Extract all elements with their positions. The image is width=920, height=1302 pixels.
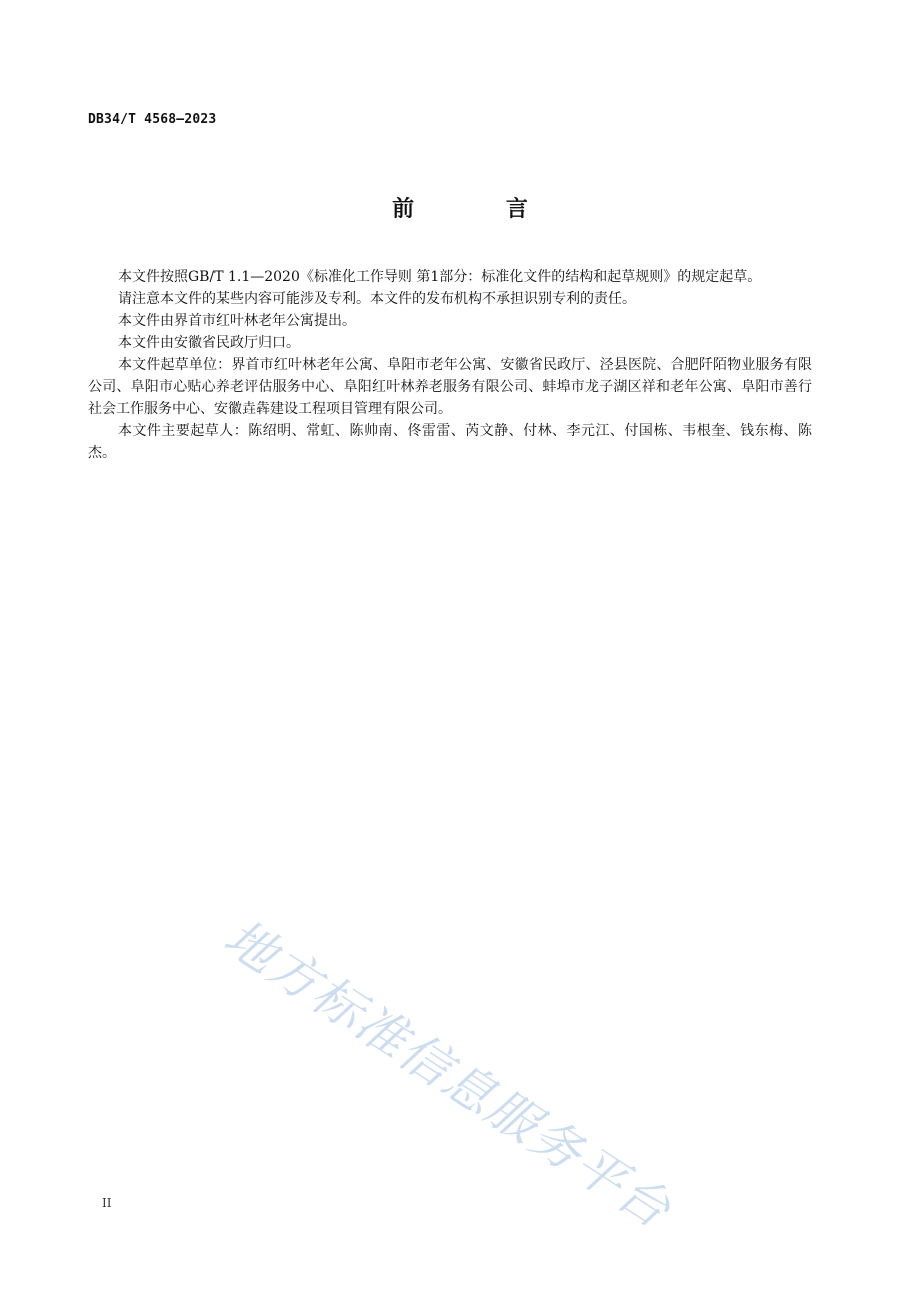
page-title: 前 言 [392, 197, 570, 222]
paragraph-proposer: 本文件由界首市红叶林老年公寓提出。 [118, 313, 356, 329]
page-number: II [102, 1196, 112, 1210]
paragraph-drafters: 本文件主要起草人：陈绍明、常虹、陈帅南、佟雷雷、芮文静、付林、李元江、付国栋、韦根奎、钱东梅、陈杰。 [88, 423, 812, 461]
foreword-body [88, 266, 812, 464]
paragraph-drafting-units: 本文件起草单位：界首市红叶林老年公寓、阜阳市老年公寓、安徽省民政厅、泾县医院、合肥阡陌物业服务有限公司、阜阳市心贴心养老评估服务中心、阜阳红叶林养老服务有限公司、蚌埠市龙子湖区祥和老年公寓、阜阳市善行社会工作服务中心、安徽垚犇建设工程项目管理有限公司。 [88, 357, 812, 417]
paragraph-patent-notice: 请注意本文件的某些内容可能涉及专利。本文件的发布机构不承担识别专利的责任。 [118, 291, 636, 307]
paragraph-administrator: 本文件由安徽省民政厅归口。 [118, 335, 300, 351]
watermark-text: 地方标准信息服务平台 [214, 908, 682, 1240]
document-code: DB34/T 4568—2023 [88, 112, 217, 127]
paragraph-drafting-rules: 本文件按照GB/T 1.1—2020《标准化工作导则 第1部分：标准化文件的结构和起草规则》的规定起草。 [118, 269, 762, 285]
